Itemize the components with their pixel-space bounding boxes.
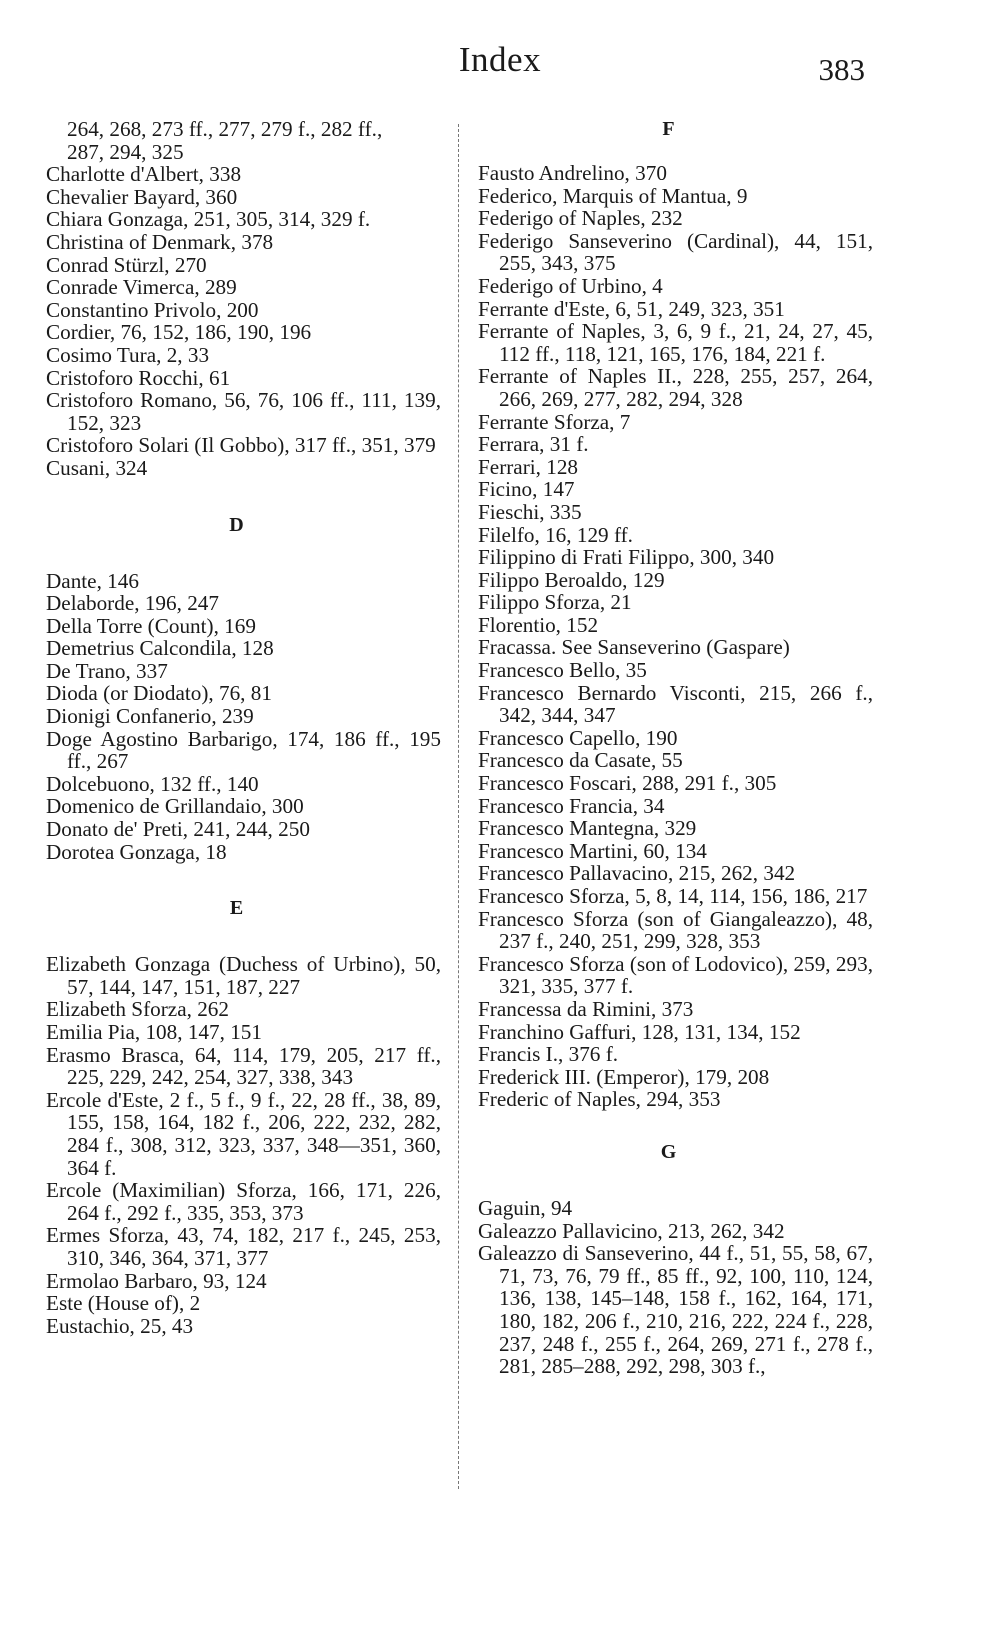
index-entry: Ercole d'Este, 2 f., 5 f., 9 f., 22, 28 ff., 38, 89, 155, 158, 164, 182 f., 206, 222, 232, 282, 284 f., 308, 312, 323, 337, 348—351, 360, 364 f. (46, 1087, 441, 1180)
index-entry: Francesco Foscari, 288, 291 f., 305 (478, 771, 777, 796)
index-entry: Federico, Marquis of Mantua, 9 (478, 183, 748, 208)
index-column-right (478, 118, 873, 1378)
index-entry: Constantino Privolo, 200 (46, 297, 259, 322)
index-entry-continuation: 287, 294, 325 (67, 139, 184, 164)
index-entry: Dante, 146 (46, 568, 139, 593)
index-entry: Conrade Vimerca, 289 (46, 275, 237, 300)
index-entry: Elizabeth Sforza, 262 (46, 997, 229, 1022)
index-entry: Cordier, 76, 152, 186, 190, 196 (46, 320, 312, 345)
index-entry: Ferrante d'Este, 6, 51, 249, 323, 351 (478, 296, 785, 321)
index-entry: Francesco Francia, 34 (478, 793, 665, 818)
index-entry: Filelfo, 16, 129 ff. (478, 522, 633, 547)
index-entry: Dorotea Gonzaga, 18 (46, 839, 227, 864)
index-entry: Ferrante of Naples, 3, 6, 9 f., 21, 24, 27, 45, 112 ff., 118, 121, 165, 176, 184, 221 f. (478, 319, 873, 366)
index-entry: Cristoforo Rocchi, 61 (46, 365, 231, 390)
index-entry: Cosimo Tura, 2, 33 (46, 342, 210, 367)
index-entry: Dionigi Confanerio, 239 (46, 704, 254, 729)
index-entry: Ferrara, 31 f. (478, 432, 589, 457)
index-entry: Cristoforo Solari (Il Gobbo), 317 ff., 351, 379 (46, 433, 436, 458)
index-entry: Francesco da Casate, 55 (478, 748, 683, 773)
index-entry: Ferrari, 128 (478, 454, 579, 479)
index-entry: Francesco Sforza (son of Lodovico), 259, 293, 321, 335, 377 f. (478, 951, 873, 999)
index-entry: Chevalier Bayard, 360 (46, 184, 238, 209)
index-entry: Christina of Denmark, 378 (46, 229, 274, 254)
index-entry: Ferrante of Naples II., 228, 255, 257, 264, 266, 269, 277, 282, 294, 328 (478, 364, 873, 411)
index-column-left (46, 118, 441, 1337)
index-entry: Federigo Sanseverino (Cardinal), 44, 151, 255, 343, 375 (478, 228, 873, 276)
page-title: Index (458, 40, 542, 79)
index-entry: De Trano, 337 (46, 658, 168, 683)
index-entry: Dioda (or Diodato), 76, 81 (46, 681, 272, 706)
index-entry: Emilia Pia, 108, 147, 151 (46, 1020, 262, 1044)
index-entry: Eustachio, 25, 43 (46, 1313, 194, 1338)
index-entry: Florentio, 152 (478, 612, 599, 637)
index-entry: Francessa da Rimini, 373 (478, 996, 694, 1021)
index-entry: Francesco Sforza, 5, 8, 14, 114, 156, 186, 217 (478, 884, 868, 908)
index-entry: Ferrante Sforza, 7 (478, 409, 631, 434)
index-entry: Domenico de Grillandaio, 300 (46, 794, 304, 819)
index-entry: Frederick III. (Emperor), 179, 208 (478, 1064, 770, 1089)
index-entry: Francesco Capello, 190 (478, 725, 678, 750)
index-entry: Ercole (Maximilian) Sforza, 166, 171, 226, 264 f., 292 f., 335, 353, 373 (46, 1178, 441, 1225)
index-entry: Francesco Bello, 35 (478, 658, 647, 683)
column-divider (458, 124, 459, 1489)
index-entry: Filippo Beroaldo, 129 (478, 567, 665, 592)
index-entry: Dolcebuono, 132 ff., 140 (46, 771, 259, 796)
index-entry: Ficino, 147 (478, 477, 575, 502)
index-entry: Francesco Pallavacino, 215, 262, 342 (478, 861, 796, 886)
index-entry: Chiara Gonzaga, 251, 305, 314, 329 f. (46, 207, 371, 232)
page-number: 383 (818, 52, 865, 87)
index-entry: Francesco Bernardo Visconti, 215, 266 f., 342, 344, 347 (478, 680, 873, 728)
index-entry: Doge Agostino Barbarigo, 174, 186 ff., 195 ff., 267 (46, 726, 441, 774)
index-entry: Della Torre (Count), 169 (46, 613, 256, 638)
index-entry: Cusani, 324 (46, 455, 148, 480)
index-entry: Charlotte d'Albert, 338 (46, 162, 242, 187)
section-letter-g: G (660, 1140, 677, 1163)
index-entry: Francesco Sforza (son of Giangaleazzo), 48, 237 f., 240, 251, 299, 328, 353 (478, 906, 873, 954)
index-entry: Este (House of), 2 (46, 1291, 201, 1316)
index-entry: Fieschi, 335 (478, 499, 582, 524)
section-letter-f: F (662, 118, 675, 140)
index-entry-continuation: 264, 268, 273 ff., 277, 279 f., 282 ff., (67, 117, 383, 141)
index-entry: Galeazzo Pallavicino, 213, 262, 342 (478, 1218, 785, 1243)
index-entry: Ermolao Barbaro, 93, 124 (46, 1268, 267, 1293)
index-entry: Cristoforo Romano, 56, 76, 106 ff., 111, 139, 152, 323 (46, 388, 441, 435)
index-entry: Federigo of Naples, 232 (478, 206, 683, 231)
index-entry: Frederic of Naples, 294, 353 (478, 1087, 721, 1112)
index-entry: Francesco Martini, 60, 134 (478, 838, 707, 863)
index-entry: Gaguin, 94 (478, 1195, 573, 1220)
index-entry: Fracassa. See Sanseverino (Gaspare) (478, 635, 790, 660)
index-entry: Franchino Gaffuri, 128, 131, 134, 152 (478, 1019, 801, 1044)
section-letter-e: E (229, 897, 244, 920)
index-entry: Donato de' Preti, 241, 244, 250 (46, 817, 310, 842)
index-entry: Demetrius Calcondila, 128 (46, 636, 274, 661)
index-entry: Federigo of Urbino, 4 (478, 273, 663, 298)
index-entry: Francis I., 376 f. (478, 1042, 619, 1067)
index-entry: Galeazzo di Sanseverino, 44 f., 51, 55, 58, 67, 71, 73, 76, 79 ff., 85 ff., 92, 100, 110, 124, 136, 138, 145–148, 158 f., 162, 164, 171, 180, 182, 206 f., 210, 216, 222, 224 f., 228, 237, 248 f., 255 f., 264, 269, 271 f., 278 f., 281, 285–288, 292, 298, 303 f., (478, 1241, 873, 1379)
index-entry: Fausto Andrelino, 370 (478, 161, 667, 185)
index-entry: Filippino di Frati Filippo, 300, 340 (478, 545, 775, 570)
index-entry: Elizabeth Gonzaga (Duchess of Urbino), 50, 57, 144, 147, 151, 187, 227 (46, 952, 441, 999)
index-entry: Delaborde, 196, 247 (46, 591, 219, 616)
index-entry: Ermes Sforza, 43, 74, 182, 217 f., 245, 253, 310, 346, 364, 371, 377 (46, 1223, 441, 1270)
section-letter-d: D (229, 513, 244, 536)
index-entry: Erasmo Brasca, 64, 114, 179, 205, 217 ff., 225, 229, 242, 254, 327, 338, 343 (46, 1042, 441, 1090)
index-entry: Francesco Mantegna, 329 (478, 816, 697, 841)
index-entry: Filippo Sforza, 21 (478, 590, 632, 615)
index-entry: Conrad Stürzl, 270 (46, 252, 207, 277)
